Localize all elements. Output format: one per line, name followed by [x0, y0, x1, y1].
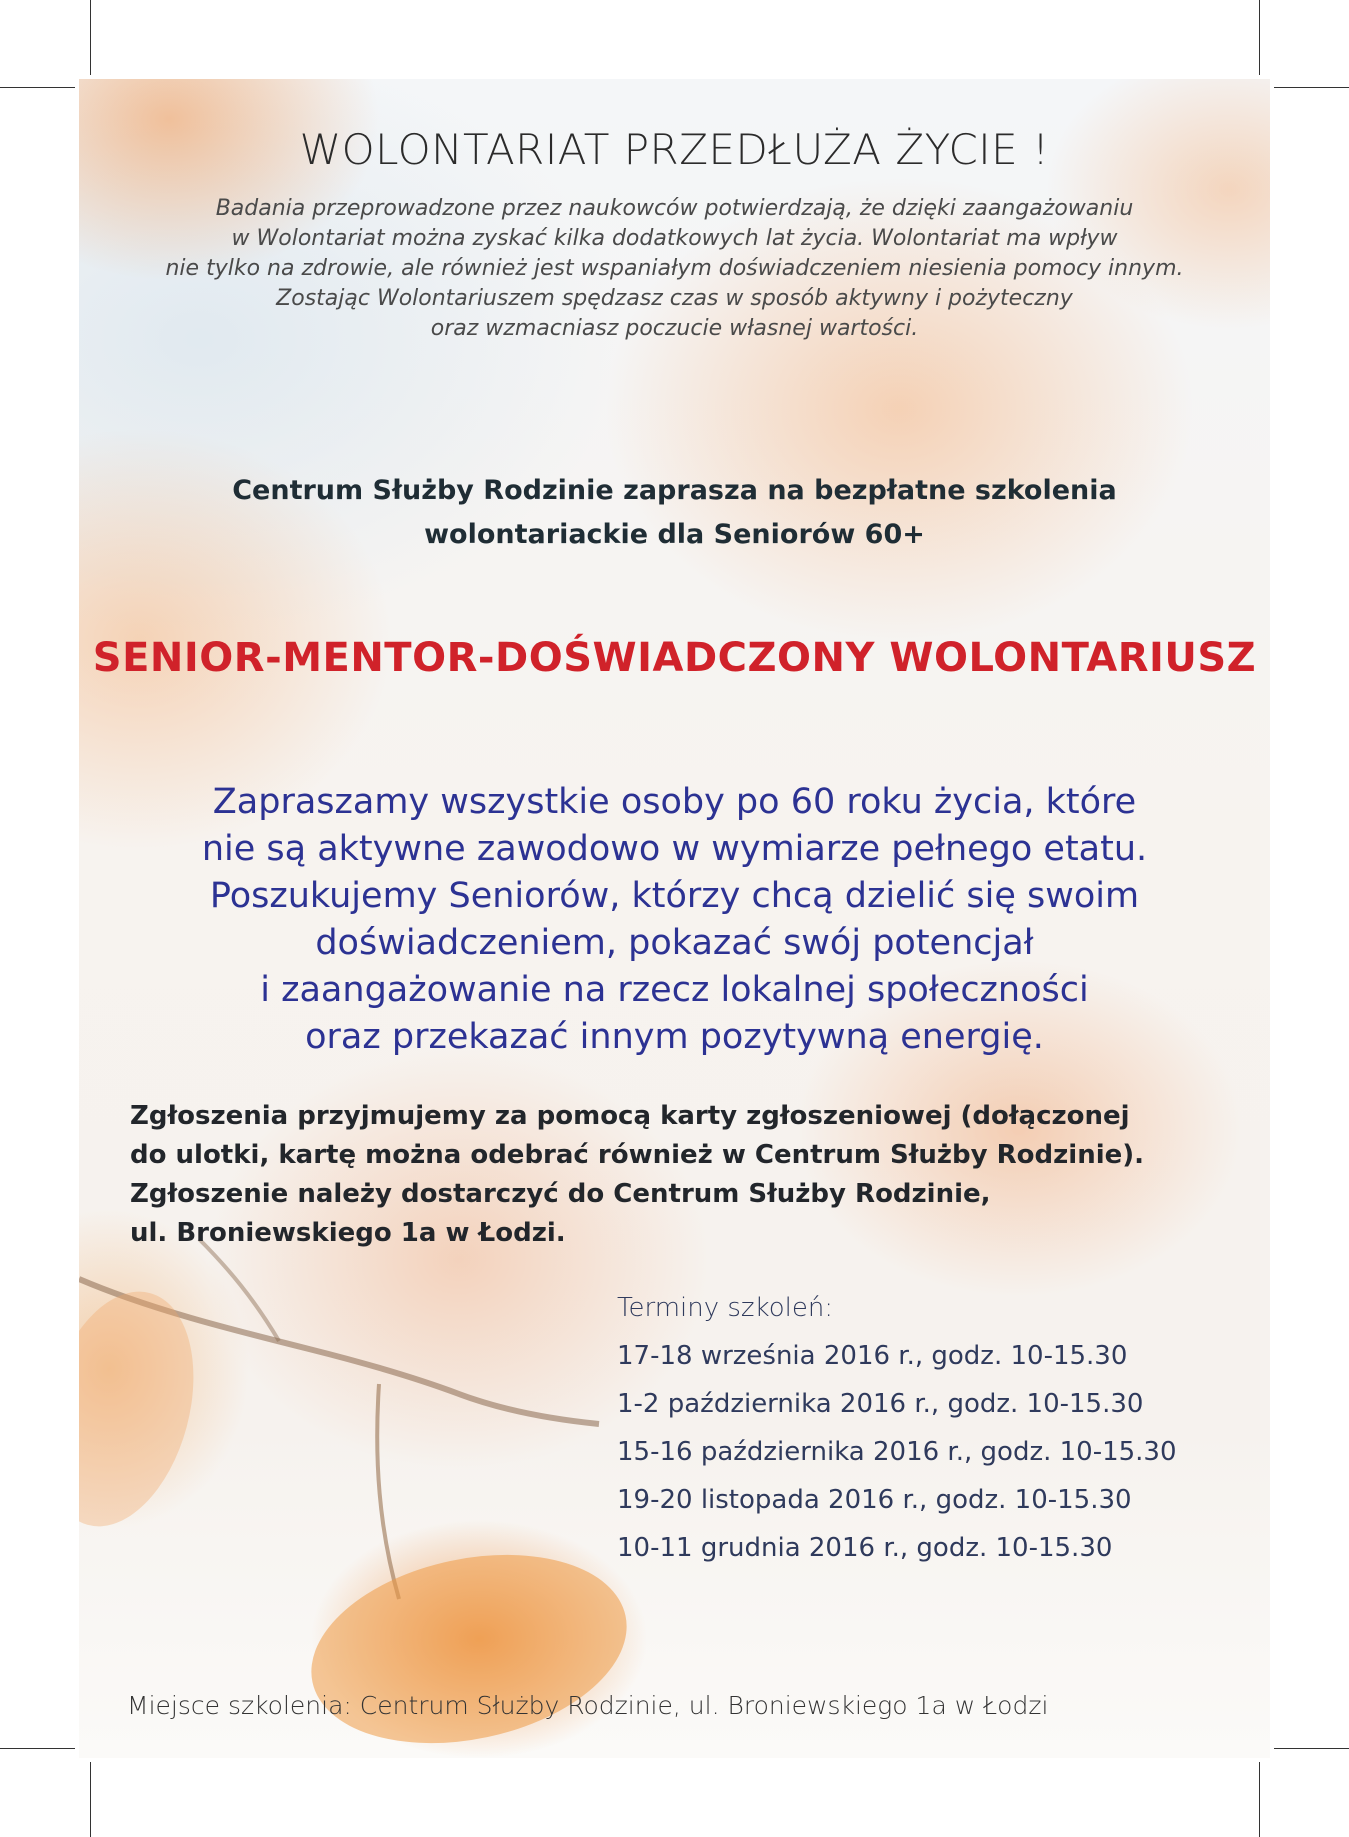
- intro-line: w Wolontariat można zyskać kilka dodatkowych lat życia. Wolontariat ma wpływ: [231, 226, 1118, 251]
- application-line: ul. Broniewskiego 1a w Łodzi.: [130, 1218, 566, 1248]
- headline: WOLONTARIAT PRZEDŁUŻA ŻYCIE !: [299, 125, 1050, 174]
- crop-mark-top-right-h: [1274, 87, 1349, 88]
- schedule-date: 19-20 listopada 2016 r., godz. 10-15.30: [617, 1485, 1132, 1515]
- call-line: nie są aktywne zawodowo w wymiarze pełnego etatu.: [201, 829, 1148, 869]
- call-line: oraz przekazać innym pozytywną energię.: [305, 1017, 1044, 1057]
- schedule-date: 1-2 października 2016 r., godz. 10-15.30: [617, 1389, 1144, 1419]
- application-line: Zgłoszenie należy dostarczyć do Centrum Służby Rodzinie,: [130, 1179, 991, 1209]
- call-to-seniors: [79, 779, 1270, 1061]
- crop-mark-bottom-left: [90, 1762, 91, 1837]
- intro-paragraph: [79, 194, 1270, 344]
- invitation-heading: [79, 469, 1270, 557]
- application-line: do ulotki, kartę można odebrać również w Centrum Służby Rodzinie).: [130, 1140, 1145, 1170]
- crop-mark-top-left: [90, 0, 91, 75]
- training-schedule: [617, 1284, 1237, 1572]
- intro-line: Badania przeprowadzone przez naukowców potwierdzają, że dzięki zaangażowaniu: [215, 196, 1134, 221]
- crop-mark-top-right: [1259, 0, 1260, 75]
- application-line: Zgłoszenia przyjmujemy za pomocą karty zgłoszeniowej (dołączonej: [130, 1101, 1130, 1131]
- invitation-line: wolontariackie dla Seniorów 60+: [424, 519, 925, 550]
- crop-mark-top-left-h: [0, 87, 75, 88]
- crop-mark-bottom-right: [1259, 1762, 1260, 1837]
- intro-line: nie tylko na zdrowie, ale również jest wspaniałym doświadczeniem niesienia pomocy innym.: [165, 256, 1184, 281]
- call-line: Zapraszamy wszystkie osoby po 60 roku życia, które: [212, 782, 1137, 822]
- call-line: doświadczeniem, pokazać swój potencjał: [315, 923, 1034, 963]
- intro-line: Zostając Wolontariuszem spędzasz czas w sposób aktywny i pożyteczny: [276, 286, 1073, 311]
- call-line: i zaangażowanie na rzecz lokalnej społeczności: [260, 970, 1089, 1010]
- crop-mark-bottom-left-h: [0, 1748, 75, 1749]
- schedule-date: 17-18 września 2016 r., godz. 10-15.30: [617, 1341, 1128, 1371]
- application-info: [130, 1097, 1250, 1253]
- schedule-date: 15-16 października 2016 r., godz. 10-15.30: [617, 1437, 1177, 1467]
- crop-mark-bottom-right-h: [1274, 1748, 1349, 1749]
- intro-line: oraz wzmacniasz poczucie własnej wartości.: [430, 316, 919, 341]
- call-line: Poszukujemy Seniorów, którzy chcą dzielić się swoim: [209, 876, 1140, 916]
- poster-content: [79, 79, 1270, 1758]
- training-venue: Miejsce szkolenia: Centrum Służby Rodzinie, ul. Broniewskiego 1a w Łodzi: [127, 1691, 1049, 1720]
- schedule-date: 10-11 grudnia 2016 r., godz. 10-15.30: [617, 1533, 1113, 1563]
- schedule-title: Terminy szkoleń:: [617, 1293, 834, 1323]
- program-title: SENIOR-MENTOR-DOŚWIADCZONY WOLONTARIUSZ: [92, 635, 1257, 681]
- invitation-line: Centrum Służby Rodzinie zaprasza na bezpłatne szkolenia: [232, 475, 1117, 506]
- poster: [79, 79, 1270, 1758]
